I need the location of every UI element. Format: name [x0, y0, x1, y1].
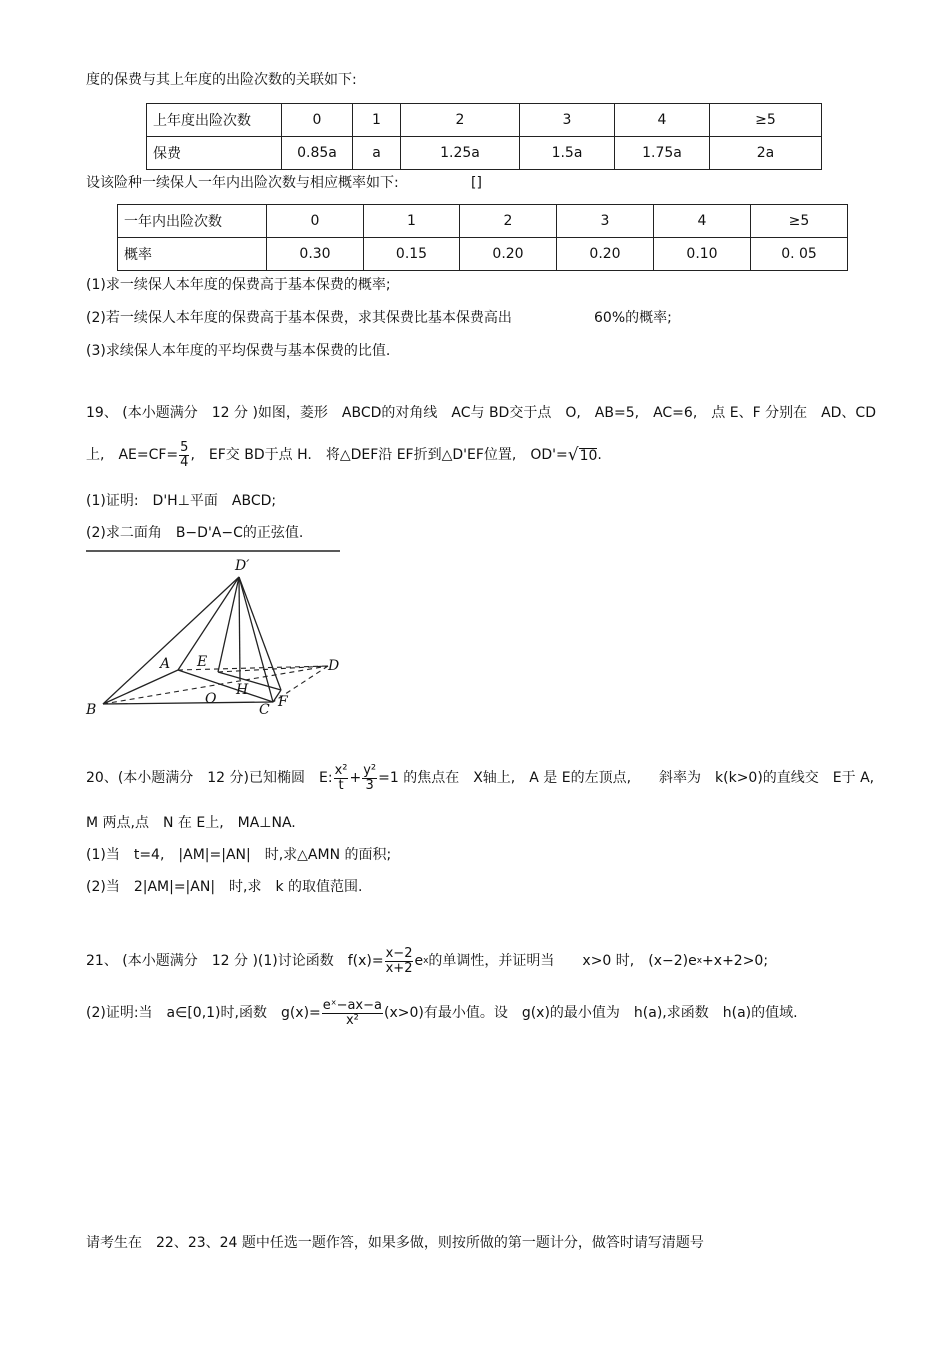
q19-statement-line1: 19、 (本小题满分 12 分 )如图，菱形 ABCD的对角线 AC与 BD交于点 O, AB=5, AC=6, 点 E、F 分别在 AD、CD [86, 405, 876, 421]
table-cell: 4 [654, 205, 751, 238]
fraction-numerator: y² [363, 762, 377, 778]
probability-intro-text: 设该险种一续保人一年内出险次数与相应概率如下: [86, 175, 399, 191]
table-row [118, 205, 848, 238]
sqrt-symbol: √ [567, 444, 579, 465]
plus-sign: + [349, 770, 362, 786]
q18-part2-end: 60%的概率; [594, 310, 672, 326]
q20-statement-line2: M 两点,点 N 在 E上, MA⊥NA. [86, 815, 296, 831]
q20-statement-line1 [86, 758, 874, 798]
q19-statement-line2 [86, 438, 602, 472]
q19-text: , EF交 BD于点 H. 将△DEF沿 EF折到△D'EF位置, OD'= [190, 447, 568, 463]
q21-statement-line1 [86, 942, 768, 980]
table-cell: ≥5 [751, 205, 848, 238]
pyramid-figure [80, 548, 350, 720]
edge-dp-e [218, 577, 239, 672]
q21-text: e [414, 953, 424, 969]
edge-dp-a [178, 577, 239, 670]
fraction-x-squared-over-t [334, 764, 349, 792]
exponent: x [696, 955, 703, 966]
intro-text: 度的保费与其上年度的出险次数的关联如下: [86, 72, 357, 88]
edge-dp-f [239, 577, 281, 690]
q19-text: . [597, 447, 602, 463]
q19-part1: (1)证明: D'H⊥平面 ABCD; [86, 493, 277, 509]
q18-part1: (1)求一续保人本年度的保费高于基本保费的概率; [86, 277, 391, 293]
table-cell: 3 [520, 104, 615, 137]
premium-table [146, 103, 822, 170]
fraction-numerator: x−2 [385, 945, 413, 961]
q21-text: 的单调性，并证明当 x>0 时, (x−2)e [428, 953, 697, 969]
q18-part3: (3)求续保人本年度的平均保费与基本保费的比值. [86, 343, 391, 359]
table-cell: 0.15 [364, 238, 460, 271]
edge-b-a [103, 670, 178, 704]
q20-text: =1 的焦点在 X轴上, A 是 E的左顶点, 斜率为 k(k>0)的直线交 E于 A, [378, 770, 875, 786]
edge-dp-h [239, 577, 240, 680]
edge-b-c [103, 702, 273, 704]
q21-text: (x>0)有最小值。设 g(x)的最小值为 h(a),求函数 h(a)的值域. [383, 1005, 798, 1021]
table-cell: a [353, 137, 401, 170]
label-b: B [86, 702, 97, 718]
table-row [118, 238, 848, 271]
table-cell: 1 [353, 104, 401, 137]
table-cell: 1.75a [615, 137, 710, 170]
table-cell: 2a [710, 137, 822, 170]
footer-instruction: 请考生在 22、23、24 题中任选一题作答，如果多做，则按所做的第一题计分，做答时请写清题号 [86, 1235, 704, 1251]
table-cell: 0.10 [654, 238, 751, 271]
exponent: x [423, 955, 429, 966]
sqrt-value: 10 [579, 447, 598, 464]
table-cell: 2 [401, 104, 520, 137]
label-f: F [278, 694, 288, 710]
table-cell: 0.85a [282, 137, 353, 170]
fraction-denominator: 3 [365, 777, 374, 793]
probability-table [117, 204, 848, 271]
table-cell: 1.5a [520, 137, 615, 170]
fraction-f-of-x [385, 947, 414, 975]
table-cell: 0. 05 [751, 238, 848, 271]
table-row [147, 137, 822, 170]
fraction-denominator: x+2 [385, 960, 413, 976]
table-cell: 0 [267, 205, 364, 238]
table-cell: 3 [557, 205, 654, 238]
q19-part2: (2)求二面角 B−D'A−C的正弦值. [86, 525, 304, 541]
fraction-y-squared-over-3 [362, 764, 377, 792]
table-cell: 保费 [147, 137, 282, 170]
label-e: E [197, 654, 208, 670]
table-cell: ≥5 [710, 104, 822, 137]
table-cell: 0.20 [460, 238, 557, 271]
q21-statement-line2 [86, 993, 798, 1033]
fraction-denominator: x² [345, 1012, 359, 1028]
q18-part2: (2)若一续保人本年度的保费高于基本保费，求其保费比基本保费高出 [86, 310, 512, 326]
q20-part1: (1)当 t=4, |AM|=|AN| 时,求△AMN 的面积; [86, 847, 392, 863]
label-a: A [160, 656, 171, 672]
table-cell: 0.30 [267, 238, 364, 271]
table-cell: 2 [460, 205, 557, 238]
label-c: C [259, 702, 270, 718]
table-cell: 4 [615, 104, 710, 137]
label-dprime: D′ [235, 558, 250, 574]
fraction-numerator: eˣ−ax−a [322, 997, 382, 1013]
table-cell: 1.25a [401, 137, 520, 170]
table-row [147, 104, 822, 137]
q21-text: +x+2>0; [702, 953, 769, 969]
q21-text: (2)证明:当 a∈[0,1)时,函数 g(x)= [86, 1005, 321, 1021]
q20-text: 20、(本小题满分 12 分)已知椭圆 E: [86, 770, 333, 786]
table-cell: 上年度出险次数 [147, 104, 282, 137]
table-cell: 概率 [118, 238, 267, 271]
q21-text: 21、 (本小题满分 12 分 )(1)讨论函数 f(x)= [86, 953, 384, 969]
table-cell: 1 [364, 205, 460, 238]
fraction-five-quarters [179, 441, 189, 469]
q20-part2: (2)当 2|AM|=|AN| 时,求 k 的取值范围. [86, 879, 363, 895]
fraction-denominator: t [338, 777, 344, 793]
label-o: O [205, 691, 217, 707]
fraction-g-of-x [322, 999, 383, 1027]
q19-text: 上, AE=CF= [86, 447, 179, 463]
label-h: H [236, 682, 249, 698]
fraction-numerator: 5 [180, 439, 189, 455]
table-cell: 0 [282, 104, 353, 137]
bracket-mark: [] [471, 175, 482, 191]
table-cell: 0.20 [557, 238, 654, 271]
fraction-denominator: 4 [180, 454, 189, 470]
table-cell: 一年内出险次数 [118, 205, 267, 238]
fraction-numerator: x² [334, 762, 348, 778]
label-d: D [328, 658, 340, 674]
